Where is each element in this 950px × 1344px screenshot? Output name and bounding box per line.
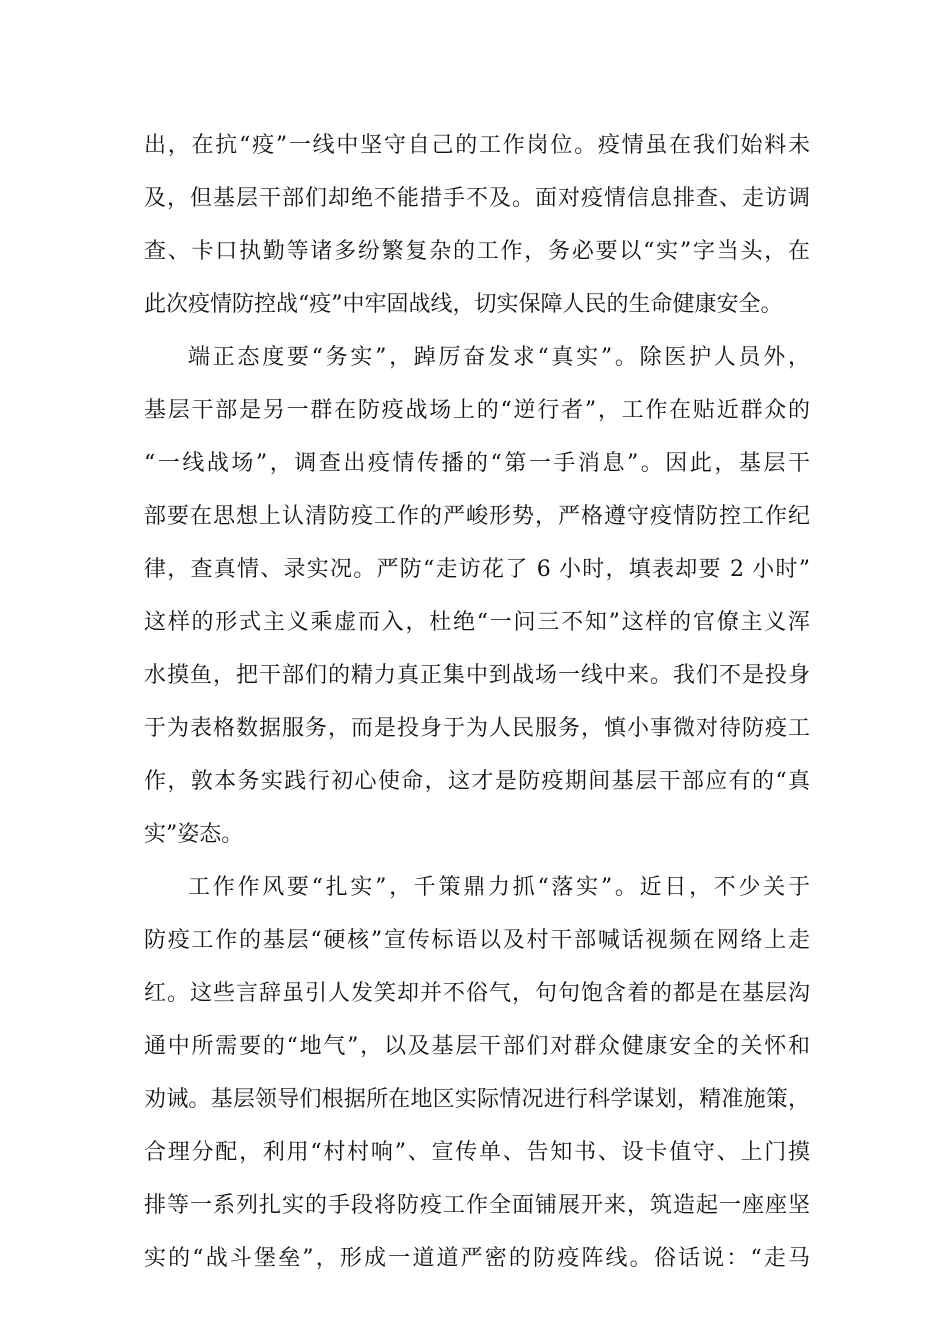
- text-line: 防疫工作的基层“硬核”宣传标语以及村干部喊话视频在网络上走: [144, 928, 810, 953]
- text-line: 作，敦本务实践行初心使命，这才是防疫期间基层干部应有的“真: [144, 769, 810, 794]
- text-line: 实的“战斗堡垒”，形成一道道严密的防疫阵线。俗话说：“走马: [144, 1246, 810, 1271]
- paragraph-first-line: 端正态度要“务实”，踔厉奋发求“真实”。除医护人员外，: [188, 345, 810, 370]
- text-line: 实”姿态。: [144, 822, 244, 847]
- text-line: 合理分配，利用“村村响”、宣传单、告知书、设卡值守、上门摸: [144, 1140, 810, 1165]
- text-line: 此次疫情防控战“疫”中牢固战线，切实保障人民的生命健康安全。: [144, 292, 783, 317]
- text-line: 这样的形式主义乘虚而入，杜绝“一问三不知”这样的官僚主义浑: [144, 610, 810, 635]
- text-line: “一线战场”，调查出疫情传播的“第一手消息”。因此，基层干: [144, 451, 810, 476]
- text-line: 部要在思想上认清防疫工作的严峻形势，严格遵守疫情防控工作纪: [144, 504, 810, 529]
- text-line: 查、卡口执勤等诸多纷繁复杂的工作，务必要以“实”字当头，在: [144, 239, 810, 264]
- text-line: 出，在抗“疫”一线中坚守自己的工作岗位。疫情虽在我们始料未: [144, 133, 810, 158]
- text-line: 基层干部是另一群在防疫战场上的“逆行者”，工作在贴近群众的: [144, 398, 810, 423]
- text-line: 红。这些言辞虽引人发笑却并不俗气，句句饱含着的都是在基层沟: [144, 981, 810, 1006]
- paragraph-first-line: 工作作风要“扎实”，千策鼎力抓“落实”。近日，不少关于: [188, 875, 810, 900]
- text-line: 排等一系列扎实的手段将防疫工作全面铺展开来，筑造起一座座坚: [144, 1193, 810, 1218]
- text-line: 律，查真情、录实况。严防“走访花了 6 小时，填表却要 2 小时”: [144, 557, 810, 582]
- text-line: 通中所需要的“地气”，以及基层干部们对群众健康安全的关怀和: [144, 1034, 810, 1059]
- text-line: 水摸鱼，把干部们的精力真正集中到战场一线中来。我们不是投身: [144, 663, 810, 688]
- text-line: 劝诫。基层领导们根据所在地区实际情况进行科学谋划，精准施策，: [144, 1087, 810, 1112]
- text-line: 及，但基层干部们却绝不能措手不及。面对疫情信息排查、走访调: [144, 186, 810, 211]
- text-line: 于为表格数据服务，而是投身于为人民服务，慎小事微对待防疫工: [144, 716, 810, 741]
